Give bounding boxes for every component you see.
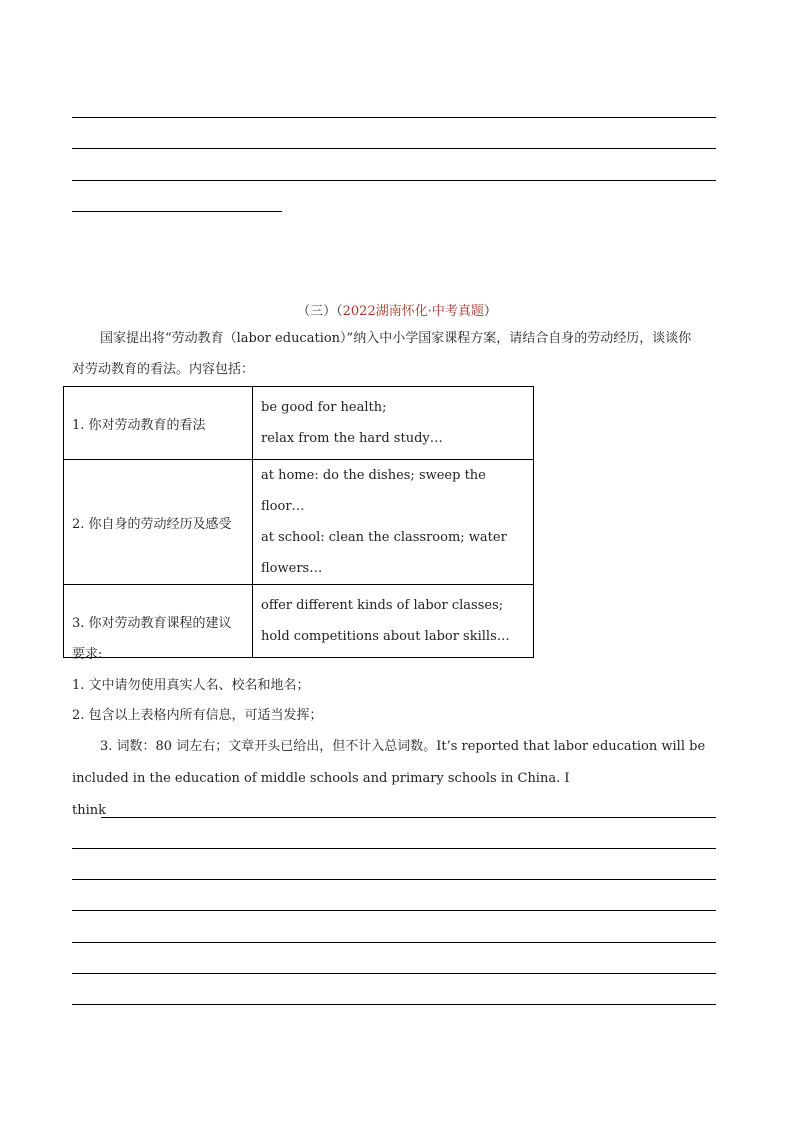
answer-line[interactable] <box>101 817 716 818</box>
section-number: （三）（ <box>297 304 343 319</box>
answer-line[interactable] <box>72 879 716 880</box>
table-topic-cell: 2. 你自身的劳动经历及感受 <box>64 460 253 585</box>
requirement-item-2: 2. 包含以上表格内所有信息，可适当发挥； <box>72 708 323 723</box>
table-detail-cell <box>253 585 534 658</box>
prompt-line-2: 对劳动教育的看法。内容包括： <box>72 362 255 377</box>
requirement-item-3: 3. 词数：80 词左右；文章开头已给出，但不计入总词数。It’s reported that labor education will be <box>100 739 706 754</box>
table-detail-line: be good for health; <box>261 400 387 415</box>
table-topic-cell: 1. 你对劳动教育的看法 <box>64 387 253 460</box>
section-heading-close: ） <box>483 304 497 319</box>
table-detail-cell <box>253 460 534 585</box>
table-detail-cell <box>253 387 534 460</box>
table-detail-line: hold competitions about labor skills… <box>261 629 510 644</box>
requirements-title: 要求: <box>72 647 103 662</box>
table-detail-line: at school: clean the classroom; water flowers… <box>261 530 507 576</box>
section-source: 2022湖南怀化·中考真题 <box>342 304 484 319</box>
section-heading <box>0 300 794 319</box>
answer-line[interactable] <box>72 848 716 849</box>
table-detail-line: at home: do the dishes; sweep the floor… <box>261 468 486 514</box>
answer-line[interactable] <box>72 1004 716 1005</box>
table-row <box>64 387 534 460</box>
writing-line <box>72 180 716 181</box>
table-row <box>64 460 534 585</box>
content-table <box>63 386 534 658</box>
prompt-line-1: 国家提出将“劳动教育（labor education）”纳入中小学国家课程方案，请结合自身的劳动经历，谈谈你 <box>100 331 692 346</box>
table-detail-line: relax from the hard study… <box>261 431 443 446</box>
answer-line[interactable] <box>72 942 716 943</box>
writing-line <box>72 117 716 118</box>
writing-line <box>72 148 716 149</box>
table-topic-cell: 3. 你对劳动教育课程的建议 <box>64 585 253 658</box>
answer-line[interactable] <box>72 973 716 974</box>
answer-start-text: think <box>72 803 107 818</box>
table-detail-line: offer different kinds of labor classes; <box>261 598 504 613</box>
requirement-item-1: 1. 文中请勿使用真实人名、校名和地名； <box>72 678 310 693</box>
answer-line[interactable] <box>72 910 716 911</box>
table-row <box>64 585 534 658</box>
requirement-item-3-continued: included in the education of middle schools and primary schools in China. I <box>72 771 570 786</box>
writing-line <box>72 211 282 212</box>
